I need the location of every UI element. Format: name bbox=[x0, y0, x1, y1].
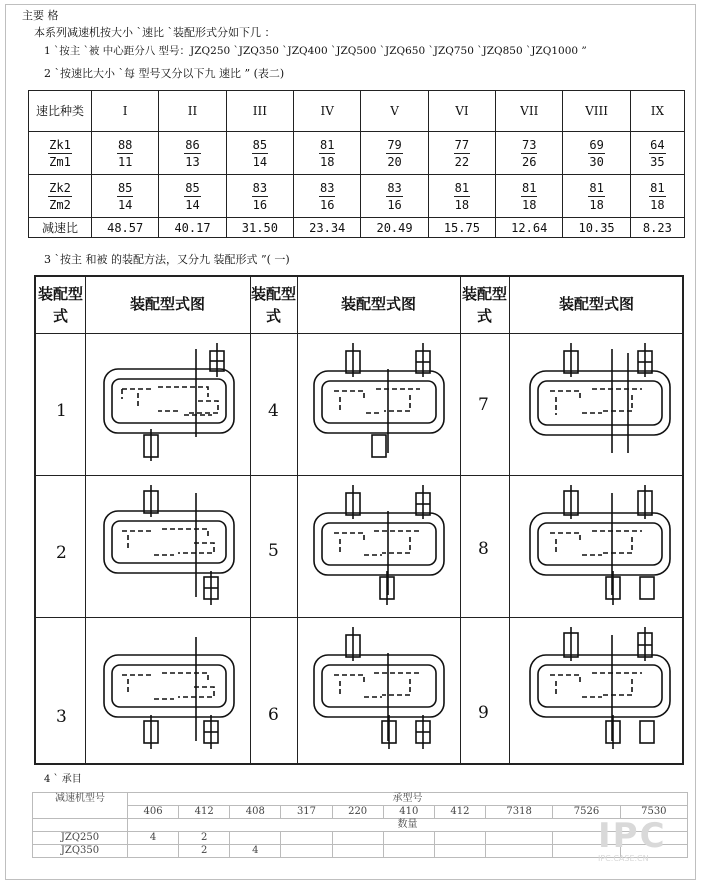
qty-cell bbox=[485, 845, 552, 858]
teeth-den: 16 bbox=[387, 197, 402, 212]
bearing-number: 410 bbox=[383, 806, 434, 819]
item-3-text: 3 ˋ按主 和被 的装配方法，又分九 装配形式 ”( 一) bbox=[44, 253, 290, 266]
speed-ratio-table bbox=[28, 90, 685, 238]
model-header: 减速机型号 bbox=[33, 793, 128, 819]
qty-cell: 2 bbox=[179, 845, 230, 858]
qty-cell bbox=[281, 845, 332, 858]
col-header: VI bbox=[428, 91, 495, 132]
ratio-value: 8.23 bbox=[630, 218, 684, 238]
row-label-top: Zk2 bbox=[49, 180, 71, 195]
teeth-num: 88 bbox=[117, 137, 133, 152]
teeth-den: 20 bbox=[387, 154, 402, 169]
teeth-num: 81 bbox=[454, 180, 470, 195]
grid-line bbox=[509, 277, 510, 763]
form-header: 装配型式 bbox=[37, 285, 83, 325]
qty-cell: 2 bbox=[179, 832, 230, 845]
zk1-row bbox=[29, 132, 685, 175]
grid-line bbox=[36, 617, 682, 618]
teeth-den: 35 bbox=[650, 154, 665, 169]
teeth-num: 64 bbox=[650, 137, 665, 152]
ratio-value: 20.49 bbox=[361, 218, 428, 238]
form-number: 4 bbox=[268, 401, 279, 421]
ratio-header-label: 速比种类 bbox=[35, 104, 84, 118]
bearing-number: 406 bbox=[128, 806, 179, 819]
assembly-diagram-7 bbox=[520, 341, 680, 467]
qty-cell: 4 bbox=[230, 845, 281, 858]
teeth-den: 14 bbox=[117, 197, 133, 212]
form-number: 2 bbox=[56, 543, 67, 563]
qty-cell bbox=[383, 832, 434, 845]
teeth-den: 18 bbox=[589, 197, 604, 212]
diagram-header: 装配型式图 bbox=[129, 295, 205, 313]
watermark-text: IPC bbox=[598, 816, 667, 856]
ratio-value: 10.35 bbox=[563, 218, 630, 238]
teeth-num: 81 bbox=[589, 180, 604, 195]
grid-line bbox=[36, 475, 682, 476]
qty-cell bbox=[383, 845, 434, 858]
watermark-logo bbox=[598, 818, 686, 868]
assembly-diagram-9 bbox=[520, 625, 680, 755]
teeth-num: 85 bbox=[117, 180, 133, 195]
assembly-diagram-8 bbox=[520, 483, 680, 609]
bearing-numbers-row bbox=[33, 806, 688, 819]
teeth-den: 18 bbox=[454, 197, 470, 212]
table-row bbox=[33, 845, 688, 858]
assembly-diagram-6 bbox=[306, 625, 452, 755]
grid-line bbox=[297, 277, 298, 763]
bearing-number: 7530 bbox=[620, 806, 687, 819]
col-header: VIII bbox=[563, 91, 630, 132]
model-cell: JZQ250 bbox=[33, 832, 128, 845]
ratio-value: 15.75 bbox=[428, 218, 495, 238]
teeth-den: 14 bbox=[185, 197, 200, 212]
model-cell: JZQ350 bbox=[33, 845, 128, 858]
item-2-text: 2 ˋ按速比大小 ˋ每 型号又分以下九 速比 ” (表二) bbox=[44, 67, 285, 80]
teeth-num: 77 bbox=[454, 137, 470, 152]
item-1-text: 1 ˋ按主 ˋ被 中心距分八 型号：JZQ250 ˋJZQ350 ˋJZQ400 ˋJZQ500 ˋJZQ650 ˋJZQ750 ˋJZQ850 ˋJZQ1000 ” bbox=[44, 45, 587, 57]
teeth-num: 81 bbox=[319, 137, 335, 152]
grid-line bbox=[250, 277, 251, 763]
ratio-row bbox=[29, 218, 685, 238]
assembly-diagram-2 bbox=[98, 483, 240, 609]
assembly-diagram-3 bbox=[98, 625, 240, 755]
row-label-top: Zk1 bbox=[49, 137, 71, 152]
item-4-text: 4 ˋ 承目 bbox=[44, 774, 82, 785]
col-header: I bbox=[92, 91, 159, 132]
teeth-den: 13 bbox=[185, 154, 200, 169]
form-number: 8 bbox=[478, 539, 489, 559]
teeth-den: 18 bbox=[522, 197, 537, 212]
grid-line bbox=[36, 333, 682, 334]
teeth-num: 81 bbox=[522, 180, 537, 195]
assembly-diagram-1 bbox=[98, 341, 240, 467]
table-row bbox=[33, 832, 688, 845]
qty-cell bbox=[485, 832, 552, 845]
qty-cell bbox=[332, 832, 383, 845]
assembly-diagram-5 bbox=[306, 483, 452, 609]
ratio-value: 48.57 bbox=[92, 218, 159, 238]
ratio-value: 23.34 bbox=[294, 218, 361, 238]
teeth-num: 83 bbox=[387, 180, 402, 195]
ratio-header-row bbox=[29, 91, 685, 132]
row-label-bottom: Zm2 bbox=[49, 197, 71, 212]
teeth-den: 26 bbox=[522, 154, 537, 169]
ratio-value: 31.50 bbox=[226, 218, 293, 238]
form-number: 3 bbox=[56, 707, 67, 727]
form-number: 9 bbox=[478, 703, 489, 723]
bearing-number: 412 bbox=[434, 806, 485, 819]
teeth-den: 18 bbox=[319, 154, 335, 169]
bearing-number: 412 bbox=[179, 806, 230, 819]
bearing-number: 408 bbox=[230, 806, 281, 819]
form-number: 6 bbox=[268, 705, 279, 725]
teeth-den: 22 bbox=[454, 154, 470, 169]
col-header: VII bbox=[496, 91, 563, 132]
teeth-num: 85 bbox=[185, 180, 200, 195]
zk2-row bbox=[29, 175, 685, 218]
qty-cell bbox=[332, 845, 383, 858]
qty-cell bbox=[128, 845, 179, 858]
bearing-header-row bbox=[33, 793, 688, 806]
teeth-num: 83 bbox=[252, 180, 268, 195]
diagram-header: 装配型式图 bbox=[558, 295, 634, 313]
ratio-row-label: 减速比 bbox=[29, 218, 92, 238]
qty-header-row bbox=[33, 819, 688, 832]
watermark-subtext: IPC.CASE.CN bbox=[598, 854, 649, 863]
grid-line bbox=[460, 277, 461, 763]
teeth-num: 69 bbox=[589, 137, 604, 152]
teeth-den: 30 bbox=[589, 154, 604, 169]
teeth-den: 16 bbox=[252, 197, 268, 212]
teeth-num: 85 bbox=[252, 137, 268, 152]
form-number: 7 bbox=[478, 395, 489, 415]
teeth-num: 86 bbox=[185, 137, 200, 152]
row-label-bottom: Zm1 bbox=[49, 154, 71, 169]
col-header: V bbox=[361, 91, 428, 132]
diagram-header: 装配型式图 bbox=[340, 295, 416, 313]
qty-cell bbox=[434, 832, 485, 845]
teeth-den: 18 bbox=[650, 197, 665, 212]
form-header: 装配型式 bbox=[461, 285, 507, 325]
form-number: 1 bbox=[56, 401, 67, 421]
col-header: III bbox=[226, 91, 293, 132]
col-header: IV bbox=[294, 91, 361, 132]
bearing-number: 220 bbox=[332, 806, 383, 819]
bearing-number: 7526 bbox=[553, 806, 620, 819]
teeth-num: 79 bbox=[387, 137, 402, 152]
ratio-value: 12.64 bbox=[496, 218, 563, 238]
teeth-num: 81 bbox=[650, 180, 665, 195]
qty-header: 数量 bbox=[128, 819, 688, 832]
section-title: 主要 格 bbox=[22, 9, 59, 22]
teeth-num: 83 bbox=[319, 180, 335, 195]
col-header: II bbox=[159, 91, 226, 132]
qty-cell bbox=[230, 832, 281, 845]
teeth-den: 11 bbox=[117, 154, 133, 169]
teeth-num: 73 bbox=[522, 137, 537, 152]
bearing-number: 7318 bbox=[485, 806, 552, 819]
col-header: IX bbox=[630, 91, 684, 132]
assembly-diagram-4 bbox=[306, 341, 452, 467]
teeth-den: 14 bbox=[252, 154, 268, 169]
assembly-forms-figure bbox=[34, 275, 684, 765]
teeth-den: 16 bbox=[319, 197, 335, 212]
bearing-header: 承型号 bbox=[128, 793, 688, 806]
form-header: 装配型式 bbox=[250, 285, 296, 325]
form-number: 5 bbox=[268, 541, 279, 561]
bearing-number: 317 bbox=[281, 806, 332, 819]
qty-cell: 4 bbox=[128, 832, 179, 845]
qty-cell bbox=[281, 832, 332, 845]
ratio-value: 40.17 bbox=[159, 218, 226, 238]
qty-cell bbox=[434, 845, 485, 858]
bearing-table bbox=[32, 792, 688, 858]
grid-line bbox=[85, 277, 86, 763]
intro-text: 本系列减速机按大小 ˋ速比 ˋ装配形式分如下几 ： bbox=[34, 26, 276, 39]
